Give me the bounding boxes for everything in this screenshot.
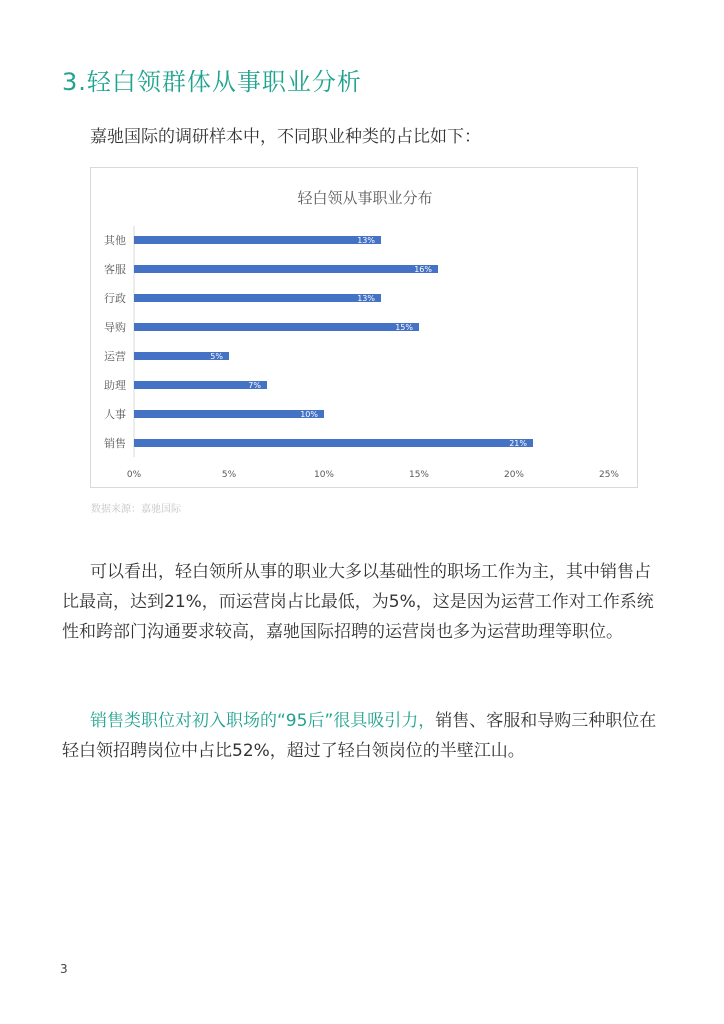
data-label: 13% xyxy=(357,236,375,245)
category-label: 导购 xyxy=(104,321,126,334)
category-label: 运营 xyxy=(104,350,126,363)
chart-title: 轻白领从事职业分布 xyxy=(297,189,433,207)
category-label: 助理 xyxy=(104,379,126,392)
data-label: 16% xyxy=(414,265,432,274)
bar-客服 xyxy=(134,265,438,273)
data-label: 10% xyxy=(300,410,318,419)
x-tick-label: 5% xyxy=(221,470,237,480)
x-tick-label: 0% xyxy=(126,470,142,480)
paragraph-1: 可以看出，轻白领所从事的职业大多以基础性的职场工作为主，其中销售占比最高，达到21%，而运营岗占比最低，为5%，这是因为运营工作对工作系统性和跨部门沟通要求较高，嘉驰国际招聘的运营岗也多为运营助理等职位。 xyxy=(62,562,654,642)
bar-其他 xyxy=(134,236,381,244)
data-label: 7% xyxy=(248,381,261,390)
bar-助理 xyxy=(134,381,267,389)
paragraph-2-highlight: 销售类职位对初入职场的“95后”很具吸引力， xyxy=(90,711,436,731)
occupation-chart xyxy=(90,167,638,488)
data-label: 5% xyxy=(210,352,223,361)
section-heading: 3.轻白领群体从事职业分析 xyxy=(62,68,362,96)
data-label: 15% xyxy=(395,323,413,332)
x-tick-label: 15% xyxy=(408,470,430,480)
bar-人事 xyxy=(134,410,324,418)
x-tick-label: 25% xyxy=(598,470,620,480)
category-label: 其他 xyxy=(104,234,126,247)
x-tick-label: 20% xyxy=(503,470,525,480)
bar-导购 xyxy=(134,323,419,331)
data-source: 数据来源：嘉驰国际 xyxy=(91,504,181,515)
intro-text: 嘉驰国际的调研样本中，不同职业种类的占比如下： xyxy=(90,127,481,147)
data-label: 21% xyxy=(509,439,527,448)
chart-svg xyxy=(91,168,639,489)
data-label: 13% xyxy=(357,294,375,303)
bar-销售 xyxy=(134,439,533,447)
category-label: 人事 xyxy=(104,408,126,421)
category-label: 客服 xyxy=(104,263,126,276)
x-tick-label: 10% xyxy=(313,470,335,480)
paragraph-2-rest: 销售、客服和导购三种职位在轻白领招聘岗位中占比52%，超过了轻白领岗位的半壁江山。 xyxy=(62,711,657,761)
page-number: 3 xyxy=(60,962,68,976)
category-label: 销售 xyxy=(104,437,126,450)
category-label: 行政 xyxy=(104,292,126,305)
bar-行政 xyxy=(134,294,381,302)
paragraph-2 xyxy=(62,706,662,766)
